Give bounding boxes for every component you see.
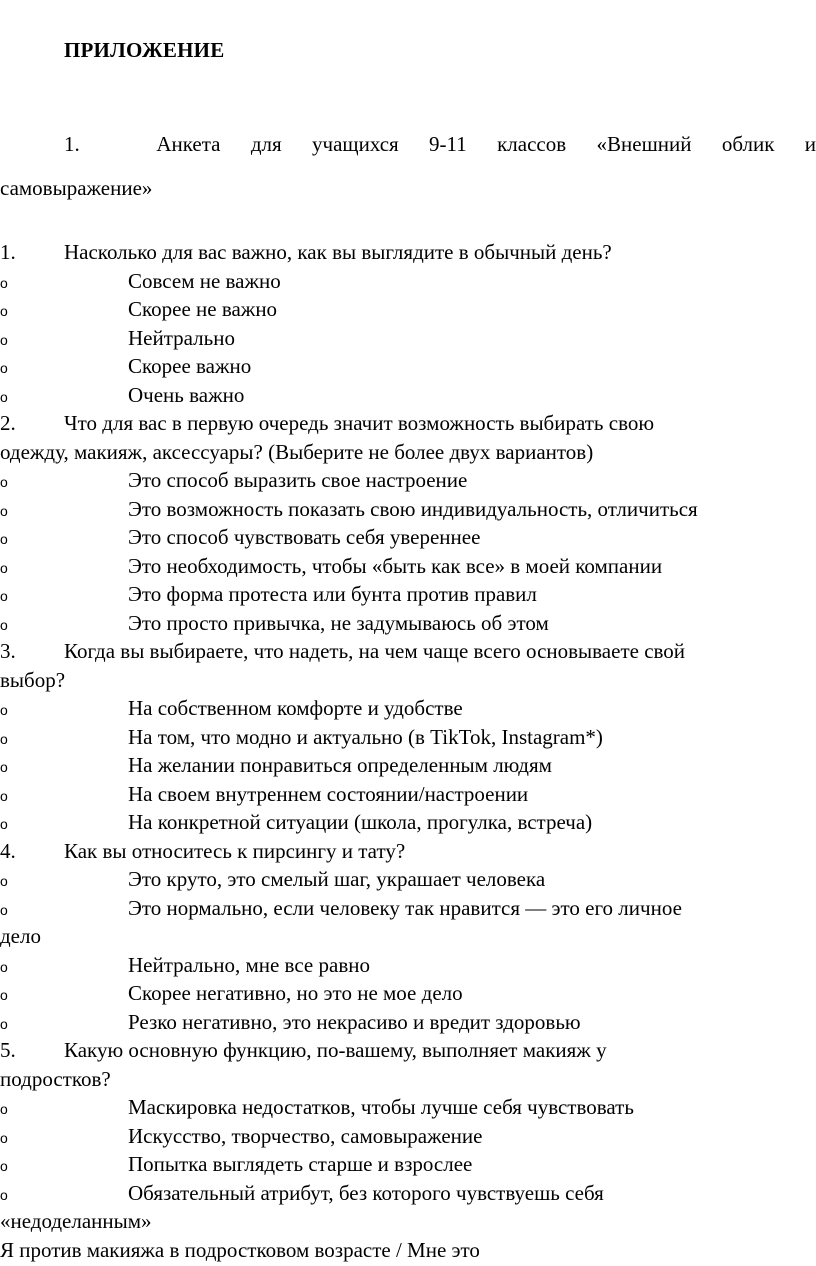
option-line [0,1122,816,1151]
option-text: Обязательный атрибут, без которого чувствуешь себя [128,1180,604,1205]
question-line [0,1065,816,1094]
option-bullet: o [0,1186,8,1203]
option-line [0,580,816,609]
option-bullet: o [0,1015,8,1032]
question-text: Насколько для вас важно, как вы выглядите в обычный день? [64,240,612,264]
option-bullet: o [0,901,8,918]
option-line [0,1150,816,1179]
option-line [0,694,816,723]
option-text: Это форма протеста или бунта против правил [128,582,537,606]
option-text: Это способ чувствовать себя увереннее [128,525,481,549]
option-line [0,979,816,1008]
option-text: Скорее не важно [128,297,278,321]
option-text: Скорее негативно, но это не мое дело [128,981,463,1005]
question-number: 4. [0,838,16,863]
option-line [0,609,816,638]
option-line [0,295,816,324]
option-bullet: o [0,958,8,975]
survey-title [0,122,816,210]
closing-line [0,1236,816,1265]
option-line [0,780,816,809]
option-text: На собственном комфорте и удобстве [128,696,463,720]
option-line [0,1179,816,1208]
option-bullet: o [0,474,8,490]
option-text: Резко негативно, это некрасиво и вредит здоровью [128,1009,581,1034]
survey-title-word: и [804,132,816,156]
question-text: выбор? [0,667,66,692]
option-bullet: o [0,588,8,604]
option-text: Попытка выглядеть старше и взрослее [128,1152,473,1176]
survey-number: 1. [64,132,80,156]
option-bullet: o [0,331,8,348]
question-line [0,637,816,666]
option-bullet: o [0,531,8,547]
option-text: Нейтрально [128,325,235,350]
option-bullet: o [0,360,8,376]
option-bullet: o [0,274,8,291]
question-line [0,1036,816,1065]
question-number: 1. [0,240,16,264]
closing-text: Я против макияжа в подростковом возрасте / Мне это [0,1237,480,1262]
option-bullet: o [0,502,8,519]
option-bullet: o [0,1101,8,1117]
question-line [0,238,816,267]
option-text: Искусство, творчество, самовыражение [128,1123,483,1148]
option-line [0,1008,816,1037]
question-line [0,438,816,467]
question-text: Что для вас в первую очередь значит возможность выбирать свою [64,411,655,435]
option-bullet: o [0,559,8,576]
survey-title-line [0,122,816,166]
question-number: 5. [0,1038,16,1062]
question-text: подростков? [0,1066,111,1091]
appendix-heading: ПРИЛОЖЕНИЕ [64,38,225,62]
option-bullet: o [0,1129,8,1146]
option-text: Это просто привычка, не задумываюсь об этом [128,610,549,635]
option-line [0,922,816,951]
option-line [0,466,816,495]
question-text: Какую основную функцию, по-вашему, выполняет макияж у [64,1038,607,1062]
option-bullet: o [0,816,8,832]
option-line [0,523,816,552]
questionnaire [0,238,816,1264]
option-text: Это круто, это смелый шаг, украшает человека [128,867,546,891]
survey-title-continuation: самовыражение» [0,176,153,200]
option-bullet: o [0,303,8,319]
option-text: Нейтрально, мне все равно [128,952,370,977]
option-line [0,808,816,837]
option-text: Очень важно [128,382,245,407]
question-text: одежду, макияж, аксессуары? (Выберите не более двух вариантов) [0,439,594,464]
option-line [0,1093,816,1122]
survey-title-word: для [250,132,282,156]
option-line [0,951,816,980]
question-number: 3. [0,639,16,663]
option-text: На том, что модно и актуально (в TikTok, Instagram*) [128,724,603,749]
option-text: На конкретной ситуации (школа, прогулка, встреча) [128,810,593,834]
option-bullet: o [0,873,8,889]
survey-title-word: классов [497,132,567,156]
option-bullet: o [0,702,8,718]
survey-title-word: облик [721,132,775,156]
option-line [0,381,816,410]
option-text: Совсем не важно [128,268,281,293]
option-text: дело [0,924,41,948]
option-line [0,552,816,581]
option-line [0,352,816,381]
option-bullet: o [0,759,8,775]
option-line [0,865,816,894]
option-line [0,894,816,923]
survey-title-word: учащихся [312,132,399,156]
question-text: Как вы относитесь к пирсингу и тату? [64,838,406,863]
option-bullet: o [0,388,8,405]
option-line [0,324,816,353]
option-bullet: o [0,987,8,1003]
survey-title-word: 9-11 [429,132,467,156]
option-line [0,267,816,296]
option-line [0,1207,816,1236]
question-line [0,666,816,695]
question-number: 2. [0,411,16,435]
question-line [0,409,816,438]
option-text: Это способ выразить свое настроение [128,468,468,492]
option-text: «недоделанным» [0,1209,152,1233]
question-line [0,837,816,866]
question-text: Когда вы выбираете, что надеть, на чем чаще всего основываете свой [64,639,686,663]
option-line [0,495,816,524]
option-bullet: o [0,730,8,747]
survey-title-word: Анкета [156,132,221,156]
option-text: Скорее важно [128,354,252,378]
option-text: Это необходимость, чтобы «быть как все» в моей компании [128,553,663,578]
option-text: Это возможность показать свою индивидуальность, отличиться [128,496,698,521]
option-bullet: o [0,1158,8,1174]
option-text: Маскировка недостатков, чтобы лучше себя чувствовать [128,1095,634,1119]
option-text: Это нормально, если человеку так нравится — это его личное [128,895,682,920]
option-bullet: o [0,616,8,633]
survey-title-word: «Внешний [596,132,692,156]
option-text: На желании понравиться определенным людям [128,753,552,777]
option-line [0,751,816,780]
option-text: На своем внутреннем состоянии/настроении [128,781,529,806]
option-bullet: o [0,787,8,804]
option-line [0,723,816,752]
